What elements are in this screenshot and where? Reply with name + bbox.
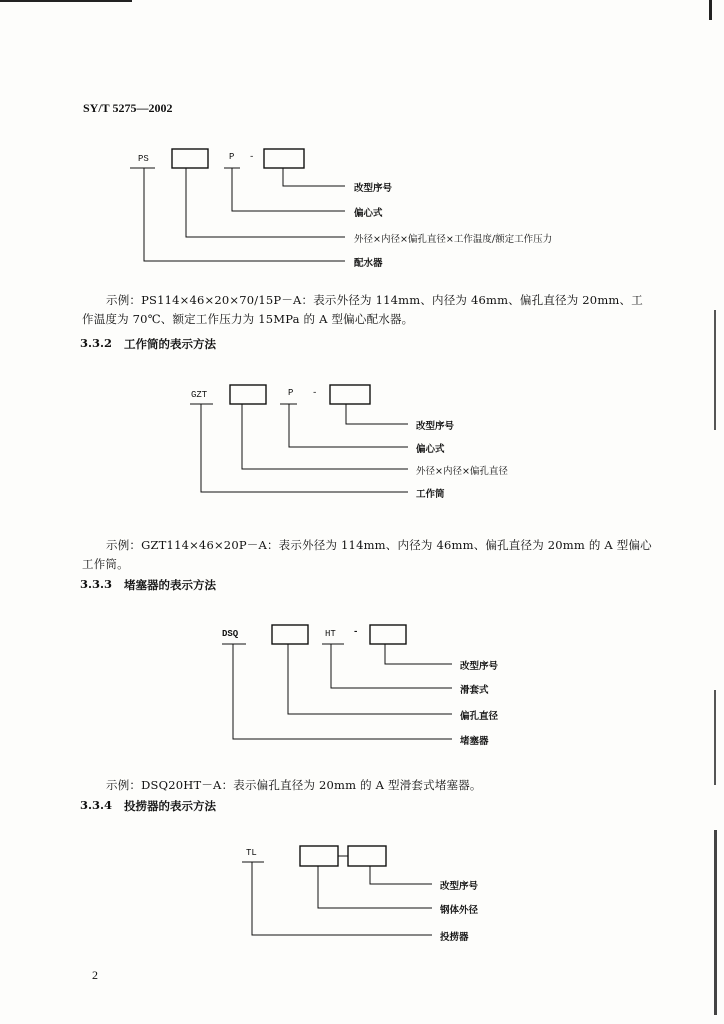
diagram-1-prefix: PS	[138, 154, 149, 164]
diagram-4-prefix: TL	[246, 848, 257, 858]
page-number: 2	[92, 968, 98, 982]
diagram-3-prefix: DSQ	[222, 629, 239, 639]
example-1-text: 示例：PS114×46×20×70/15P－A：表示外径为 114mm、内径为 46mm、偏孔直径为 20mm、工作温度为 70℃、额定工作压力为 15MPa 的 A 型偏心配水器。	[82, 293, 643, 326]
section-3-3-3-title: 堵塞器的表示方法	[124, 578, 216, 592]
diagram-2-label-revision: 改型序号	[416, 421, 455, 432]
diagram-3-label-revision: 改型序号	[460, 661, 499, 672]
standard-number: SY/T 5275—2002	[83, 101, 173, 115]
diagram-2-separator: P	[288, 388, 294, 398]
diagram-3-label-sleeve: 滑套式	[460, 685, 489, 696]
diagram-1-label-revision: 改型序号	[354, 183, 393, 194]
diagram-3-dash: -	[353, 627, 359, 637]
diagram-1-label-product: 配水器	[354, 258, 383, 269]
diagram-3-separator: HT	[325, 629, 336, 639]
diagram-2-label-dimensions: 外径×内径×偏孔直径	[416, 466, 508, 477]
example-2-text: 示例：GZT114×46×20P－A：表示外径为 114mm、内径为 46mm、偏孔直径为 20mm 的 A 型偏心工作筒。	[82, 538, 652, 571]
diagram-3-label-product: 堵塞器	[460, 736, 489, 747]
diagram-4-label-revision: 改型序号	[440, 881, 479, 892]
diagram-3-label-hole-diameter: 偏孔直径	[460, 711, 499, 722]
diagram-1-dash: -	[249, 152, 255, 162]
example-3-text: 示例：DSQ20HT－A：表示偏孔直径为 20mm 的 A 型滑套式堵塞器。	[106, 778, 482, 792]
section-3-3-4-title: 投捞器的表示方法	[124, 799, 216, 813]
section-3-3-3-number: 3.3.3	[80, 577, 113, 591]
diagram-2-label-product: 工作筒	[416, 489, 445, 500]
diagram-2-dash: -	[312, 388, 318, 398]
diagram-4-label-product: 投捞器	[440, 932, 469, 943]
diagram-2-prefix: GZT	[191, 390, 208, 400]
section-3-3-2-number: 3.3.2	[80, 336, 113, 350]
section-3-3-2-title: 工作筒的表示方法	[124, 337, 216, 351]
diagram-1-label-eccentric: 偏心式	[354, 208, 383, 219]
diagram-1-label-dimensions: 外径×内径×偏孔直径×工作温度/额定工作压力	[354, 234, 553, 245]
diagram-2-label-eccentric: 偏心式	[416, 444, 445, 455]
section-3-3-4-number: 3.3.4	[80, 798, 113, 812]
diagram-1-separator: P	[229, 152, 235, 162]
diagram-4-label-body-diameter: 钢体外径	[440, 905, 479, 916]
